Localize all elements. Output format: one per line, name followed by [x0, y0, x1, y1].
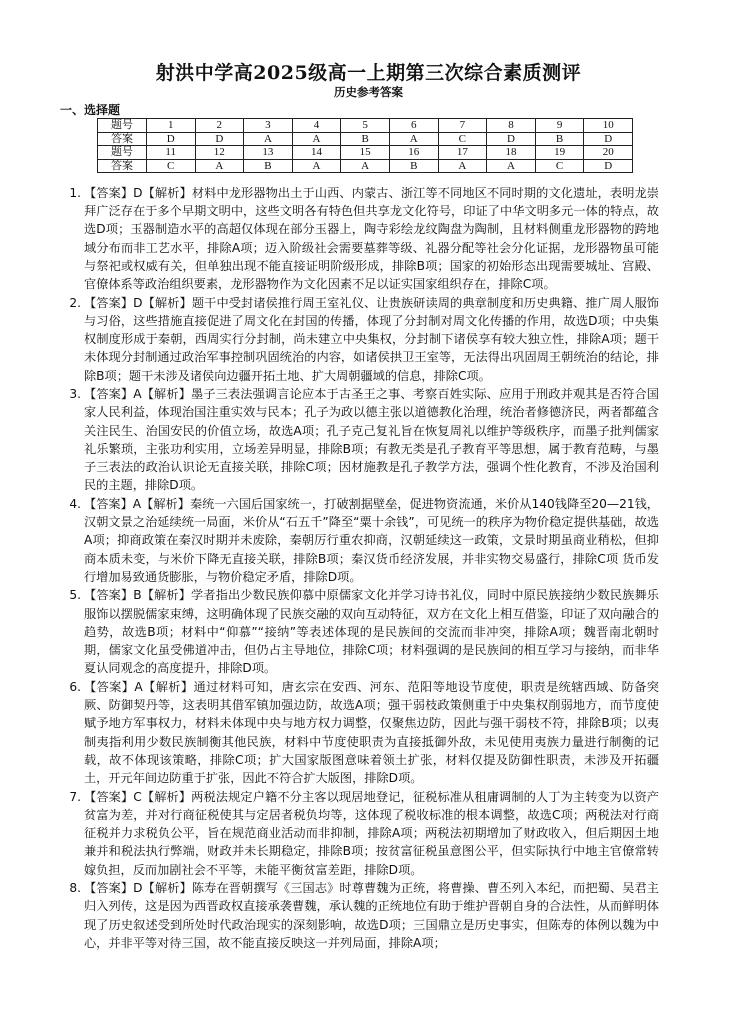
answer-table-cell: 13 — [244, 146, 293, 160]
answer-table-cell: 17 — [438, 146, 487, 160]
answer-table-cell: D — [146, 132, 195, 146]
question-text: 【答案】C【解析】两税法规定户籍不分主客以现居地登记，征税标准从租庸调制的人丁为主转变为以资产贫富为差，并对行商征税使其与定居者税负均等，这体现了税收标准的根本调整，故选C项；两税法对行商征税并力求税负公平，旨在规范商业活动而非抑制，排除A项；两税法初期增加了财政收入，但后期因土地兼并和税法执行弊端，财政并未长期稳定，排除B项；按贫富征税虽意图公平，但实际执行中地主官僚常转嫁负担，反而加剧社会不平等，未能平衡贫富差距，排除D项。 — [84, 789, 659, 877]
answer-table-row — [98, 119, 633, 133]
answer-table-cell: C — [438, 132, 487, 146]
answer-table-cell: A — [292, 132, 341, 146]
answer-table-cell: 19 — [535, 146, 584, 160]
answer-table-cell: D — [584, 132, 633, 146]
answer-table-cell: B — [341, 132, 390, 146]
answer-table-row — [98, 146, 633, 160]
question-text: 【答案】A【解析】通过材料可知，唐玄宗在安西、河东、范阳等地设节度使，职责是统辖西域、防备突厥、防御契丹等，这表明其借军镇加强边防，故选A项；强干弱枝政策侧重于中央集权削弱地方，而节度使赋予地方军事权力，材料未体现中央与地方权力调整，仅聚焦边防，因此与强干弱枝不符，排除B项；以夷制夷指利用少数民族制衡其他民族，材料中节度使职责为直接抵御外敌，未见使用夷族力量进行制衡的记载，故不体现该策略，排除C项；扩大国家版图意味着领土扩张，材料仅提及防御性职责，未涉及开拓疆土，开元年间边防重于扩张，因此不符合扩大版图，排除D项。 — [84, 679, 659, 785]
answer-table-cell: D — [195, 132, 244, 146]
answer-table-cell: 7 — [438, 119, 487, 133]
question-text: 【答案】A【解析】秦统一六国后国家统一，打破割据壁垒，促进物资流通，米价从140钱降至20—21钱，汉朝文景之治延续统一局面，米价从“石五千”降至“粟十余钱”，可见统一的秩序为物价稳定提供基础，故选A项；抑商政策在秦汉时期并未废除，秦朝厉行重农抑商，汉朝延续这一政策，文景时期虽商业稍松，但抑商本质未变，与米价下降无直接关联，排除B项；秦汉货币经济发展，并非实物交易盛行，排除C项 货币发行增加易致通货膨胀，与物价稳定矛盾，排除D项。 — [84, 496, 659, 584]
question-number: 7. — [69, 789, 81, 804]
answer-table-cell: A — [244, 132, 293, 146]
question-number: 2. — [69, 295, 81, 310]
answer-table-cell: 3 — [244, 119, 293, 133]
answer-table-row-label: 题号 — [98, 119, 147, 133]
answer-table-cell: 5 — [341, 119, 390, 133]
answer-table-cell: 4 — [292, 119, 341, 133]
answer-table-cell: 11 — [146, 146, 195, 160]
answer-table-cell: D — [584, 159, 633, 173]
answer-table-cell: 10 — [584, 119, 633, 133]
answer-table-cell: 16 — [389, 146, 438, 160]
answer-table-cell: B — [535, 132, 584, 146]
answer-table-cell: 15 — [341, 146, 390, 160]
question-text: 【答案】B【解析】学者指出少数民族仰慕中原儒家文化并学习诗书礼仪，同时中原民族接纳少数民族舞乐服饰以摆脱儒家束缚，这明确体现了民族交融的双向互动特征，双方在文化上相互借鉴，印证了双向融合的趋势，故选B项；材料中“仰慕”“接纳”等表述体现的是民族间的交流而非冲突，排除A项；魏晋南北朝时期，儒家文化虽受佛道冲击，但仍占主导地位，排除C项；材料强调的是民族间的相互学习与接纳，而非华夏认同观念的高度提升，排除D项。 — [84, 588, 659, 676]
answer-table-cell: C — [146, 159, 195, 173]
question-explanation — [59, 879, 659, 952]
question-explanation — [59, 184, 659, 293]
question-number: 3. — [69, 387, 81, 402]
answer-table — [97, 118, 633, 173]
answer-table-cell: 14 — [292, 146, 341, 160]
answer-table-row-label: 答案 — [98, 159, 147, 173]
question-number: 5. — [69, 588, 81, 603]
question-text: 【答案】A【解析】墨子三表法强调言论应本于古圣王之事、考察百姓实际、应用于刑政并观其是否符合国家人民利益，体现治国注重实效与民本；孔子为政以德主张以道德教化治理，统治者修德济民，两者都蕴含关注民生、治国安民的价值立场，故选A项；孔子克己复礼旨在恢复周礼以维护等级秩序，而墨子批判儒家礼乐繁琐，主张功利实用，立场差异明显，排除B项；有教无类是孔子教育平等思想，属于教育范畴，与墨子三表法的政治认识论无直接关联，排除C项；因材施教是孔子教学方法，强调个性化教育，不涉及治国利民的主题，排除D项。 — [84, 387, 659, 493]
question-number: 8. — [69, 881, 81, 896]
answer-table-cell: 9 — [535, 119, 584, 133]
answer-table-cell: 12 — [195, 146, 244, 160]
answer-table-cell: A — [487, 159, 536, 173]
question-explanation — [59, 586, 659, 677]
answer-table-cell: 6 — [389, 119, 438, 133]
answer-table-cell: C — [535, 159, 584, 173]
document-subtitle: 历史参考答案 — [334, 85, 403, 99]
answer-explanations — [59, 184, 659, 953]
answer-table-row — [98, 132, 633, 146]
question-explanation — [59, 678, 659, 787]
answer-table-cell: 18 — [487, 146, 536, 160]
question-text: 【答案】D【解析】陈寿在晋朝撰写《三国志》时尊曹魏为正统，将曹操、曹丕列入本纪，而把蜀、吴君主归入列传，这是因为西晋政权直接承袭曹魏，承认魏的正统地位有助于维护晋朝自身的合法性，从而鲜明体现了历史叙述受到所处时代政治现实的深刻影响，故选D项；三国鼎立是历史事实，但陈寿的体例以魏为中心，并非平等对待三国，故不能直接反映这一并列局面，排除A项； — [84, 881, 659, 950]
answer-table-cell: 1 — [146, 119, 195, 133]
answer-table-row-label: 题号 — [98, 146, 147, 160]
answer-table-cell: 2 — [195, 119, 244, 133]
question-explanation — [59, 788, 659, 879]
answer-table-row-label: 答案 — [98, 132, 147, 146]
answer-table-cell: A — [195, 159, 244, 173]
question-text: 【答案】D【解析】题干中受封诸侯推行周王室礼仪、让贵族研读周的典章制度和历史典籍、推广周人服饰与习俗，这些措施直接促进了周文化在封国的传播，体现了分封制对周文化传播的作用，故选D项；中央集权制度形成于秦朝，西周实行分封制，尚未建立中央集权，分封制下诸侯享有较大独立性，排除A项；题干未体现分封制通过政治军事控制巩固统治的内容，如诸侯拱卫王室等，无法得出巩固周王朝统治的结论，排除B项；题干未涉及诸侯向边疆开拓土地、扩大周朝疆域的信息，排除C项。 — [84, 295, 659, 383]
answer-table-cell: 8 — [487, 119, 536, 133]
question-explanation — [59, 385, 659, 494]
question-explanation — [59, 294, 659, 385]
question-number: 1. — [69, 186, 81, 200]
answer-table-cell: A — [389, 132, 438, 146]
section-heading: 一、选择题 — [60, 103, 121, 117]
question-explanation — [59, 495, 659, 586]
answer-table-cell: A — [341, 159, 390, 173]
question-number: 4. — [69, 496, 81, 511]
answer-table-cell: A — [292, 159, 341, 173]
answer-table-cell: 20 — [584, 146, 633, 160]
answer-table-cell: A — [438, 159, 487, 173]
document-title: 射洪中学高2025级高一上期第三次综合素质测评 — [155, 62, 582, 84]
question-text: 【答案】D【解析】材料中龙形器物出土于山西、内蒙古、浙江等不同地区不同时期的文化遗址，表明龙崇拜广泛存在于多个早期文明中，这些文明各有特色但共享龙文化符号，印证了中华文明多元一体的特点，故选D项；玉器制造水平的高超仅体现在部分玉器上，陶寺彩绘龙纹陶盘为陶制，且材料侧重龙形器物的跨地域分布而非工艺水平，排除A项；迈入阶级社会需要墓葬等级、礼器分配等社会分化证据，龙形器物虽可能与祭祀或权威有关，但单独出现不能直接证明阶级形成，排除B项；国家的初始形态出现需要城址、宫殿、官僚体系等政治组织要素，龙形器物作为文化因素不足以证实国家组织存在，排除C项。 — [84, 186, 659, 292]
answer-table-cell: B — [244, 159, 293, 173]
answer-table-row — [98, 159, 633, 173]
question-number: 6. — [69, 679, 81, 694]
answer-table-cell: B — [389, 159, 438, 173]
answer-table-cell: D — [487, 132, 536, 146]
